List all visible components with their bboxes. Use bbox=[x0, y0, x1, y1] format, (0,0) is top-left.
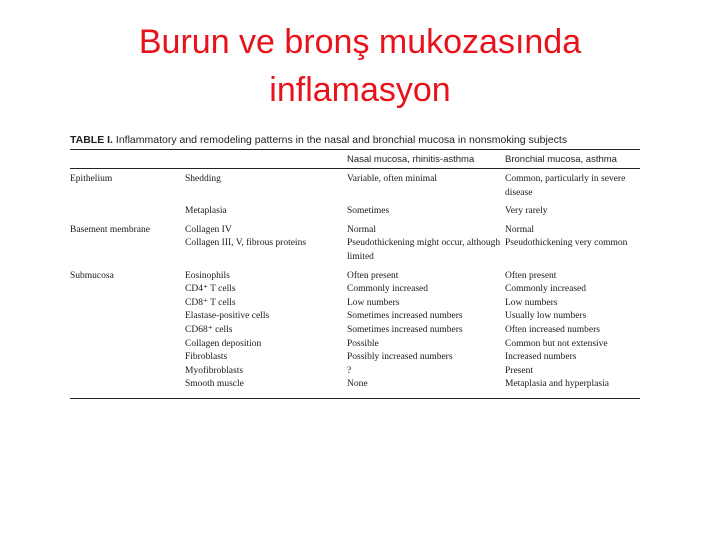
row-category: Epithelium bbox=[70, 174, 113, 184]
table-figure bbox=[70, 134, 640, 399]
row-nasal-value: Sometimes bbox=[347, 206, 390, 217]
row-category bbox=[70, 237, 185, 264]
header-nasal-mucosa: Nasal mucosa, rhinitis-asthma bbox=[347, 150, 505, 169]
row-bronchial-value: Often present bbox=[505, 270, 557, 281]
row-category bbox=[70, 283, 185, 297]
row-category bbox=[70, 378, 185, 392]
row-bronchial-value: Present bbox=[505, 365, 533, 376]
row-bronchial-value: Often increased numbers bbox=[505, 324, 600, 335]
row-bronchial-value: Low numbers bbox=[505, 297, 558, 308]
slide-title-line-2: inflamasyon bbox=[269, 71, 451, 109]
header-bronchial-mucosa: Bronchial mucosa, asthma bbox=[505, 150, 640, 169]
header-cell-1 bbox=[70, 150, 185, 169]
row-feature: Metaplasia bbox=[185, 206, 227, 217]
row-feature: Collagen deposition bbox=[185, 338, 262, 349]
table-bottom-rule bbox=[70, 398, 640, 399]
table-row bbox=[70, 365, 640, 379]
table-caption-label: TABLE I. bbox=[70, 134, 113, 146]
row-category bbox=[70, 365, 185, 379]
row-feature: Collagen IV bbox=[185, 224, 232, 235]
row-feature: Fibroblasts bbox=[185, 352, 228, 363]
slide-title bbox=[0, 18, 720, 114]
table-row bbox=[70, 297, 640, 311]
table-row bbox=[70, 310, 640, 324]
row-bronchial-value: Metaplasia and hyperplasia bbox=[505, 379, 609, 390]
row-nasal-value: None bbox=[347, 379, 368, 390]
header-cell-2 bbox=[185, 150, 347, 169]
table-row bbox=[70, 237, 640, 264]
row-category bbox=[70, 200, 185, 219]
row-bronchial-value: Pseudothickening very common bbox=[505, 238, 628, 249]
table-caption bbox=[70, 134, 640, 150]
table-row bbox=[70, 219, 640, 238]
row-category bbox=[70, 297, 185, 311]
row-nasal-value: Often present bbox=[347, 270, 399, 281]
row-bronchial-value: Very rarely bbox=[505, 206, 548, 217]
row-bronchial-value: Common, particularly in severe disease bbox=[505, 174, 626, 198]
row-feature: Shedding bbox=[185, 174, 221, 184]
row-nasal-value: Possibly increased numbers bbox=[347, 352, 453, 363]
row-category bbox=[70, 351, 185, 365]
row-category: Submucosa bbox=[70, 270, 114, 281]
row-bronchial-value: Increased numbers bbox=[505, 352, 577, 363]
row-nasal-value: Variable, often minimal bbox=[347, 174, 437, 184]
row-feature: Elastase-positive cells bbox=[185, 311, 270, 322]
table-header-row bbox=[70, 150, 640, 169]
row-nasal-value: Possible bbox=[347, 338, 379, 349]
row-bronchial-value: Normal bbox=[505, 224, 535, 235]
row-category bbox=[70, 338, 185, 352]
row-feature: CD68⁺ cells bbox=[185, 324, 233, 335]
table-row bbox=[70, 169, 640, 201]
row-feature: Myofibroblasts bbox=[185, 365, 244, 376]
table-body bbox=[70, 169, 640, 392]
row-feature: Collagen III, V, fibrous proteins bbox=[185, 238, 307, 249]
row-nasal-value: Pseudothickening might occur, although limited bbox=[347, 238, 501, 262]
table-row bbox=[70, 324, 640, 338]
row-feature: Smooth muscle bbox=[185, 379, 244, 390]
row-bronchial-value: Usually low numbers bbox=[505, 311, 587, 322]
row-bronchial-value: Common but not extensive bbox=[505, 338, 608, 349]
row-category bbox=[70, 324, 185, 338]
table-row bbox=[70, 338, 640, 352]
row-feature: CD8⁺ T cells bbox=[185, 297, 236, 308]
row-nasal-value: Low numbers bbox=[347, 297, 400, 308]
row-nasal-value: Commonly increased bbox=[347, 284, 428, 295]
inflammation-table bbox=[70, 150, 640, 392]
row-feature: Eosinophils bbox=[185, 270, 230, 281]
row-bronchial-value: Commonly increased bbox=[505, 284, 586, 295]
table-row bbox=[70, 200, 640, 219]
table-row bbox=[70, 283, 640, 297]
table-row bbox=[70, 378, 640, 392]
table-row bbox=[70, 265, 640, 284]
row-nasal-value: ? bbox=[347, 365, 352, 376]
row-nasal-value: Normal bbox=[347, 224, 377, 235]
table-caption-text: Inflammatory and remodeling patterns in the nasal and bronchial mucosa in nonsmoking subjects bbox=[112, 134, 568, 146]
row-category bbox=[70, 310, 185, 324]
row-category: Basement membrane bbox=[70, 224, 150, 235]
row-feature: CD4⁺ T cells bbox=[185, 284, 236, 295]
row-nasal-value: Sometimes increased numbers bbox=[347, 311, 463, 322]
row-nasal-value: Sometimes increased numbers bbox=[347, 324, 463, 335]
slide-title-line-1: Burun ve bronş mukozasında bbox=[138, 23, 582, 61]
table-row bbox=[70, 351, 640, 365]
